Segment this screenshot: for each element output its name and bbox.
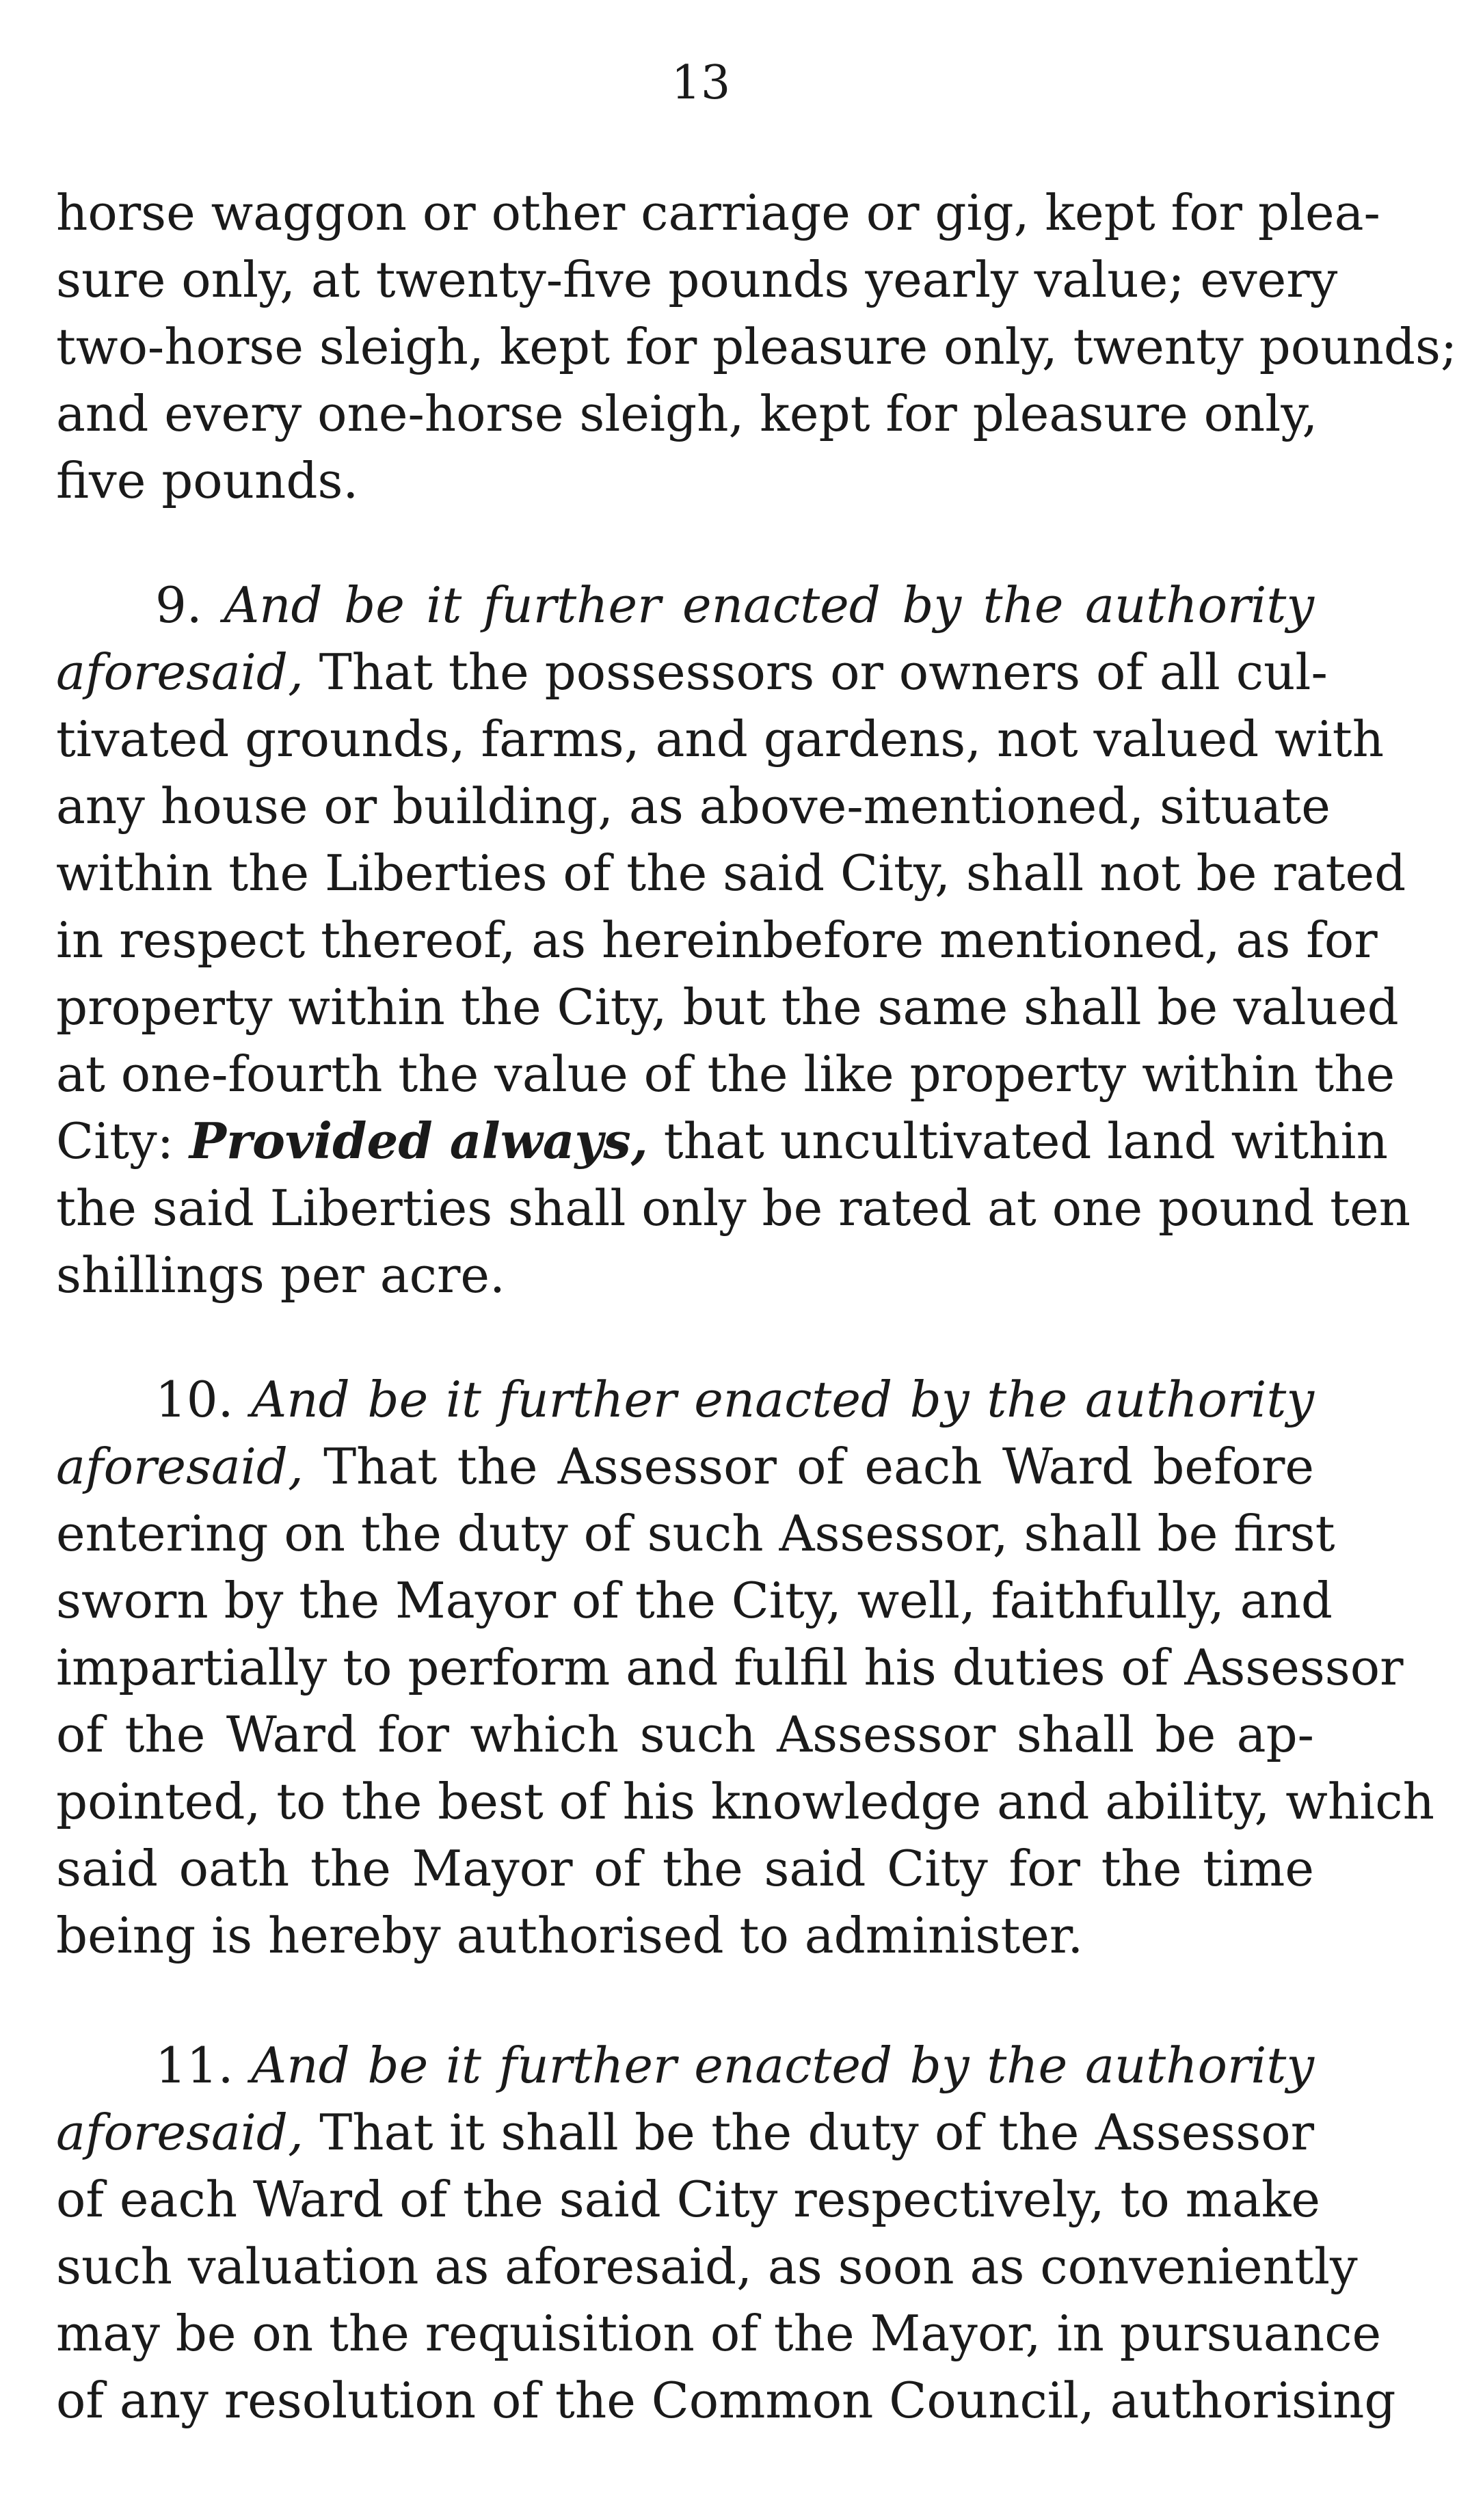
text-line: five pounds. [56,452,359,509]
section-heading-line [56,572,1314,639]
text-line: of the Ward for which such Assessor shall be ap- [56,1706,1314,1763]
text-line: property within the City, but the same shall be valued [56,978,1399,1036]
section-number: 9. [155,576,202,634]
section-9 [56,572,1411,1309]
text-line: within the Liberties of the said City, shall not be rated [56,844,1406,902]
text-line: and every one-horse sleigh, kept for pleasure only, [56,385,1318,442]
text-line: sure only, at twenty-five pounds yearly value; every [56,251,1338,308]
section-number: 10. [155,1371,234,1428]
text-line: said oath the Mayor of the said City for the time [56,1840,1314,1897]
text-line: of each Ward of the said City respectively, to make [56,2171,1321,2228]
section-text: That it shall be the duty of the Assessor [303,2104,1314,2161]
text-line: pointed, to the best of his knowledge and ability, which [56,1773,1434,1830]
text-line: tivated grounds, farms, and gardens, not valued with [56,710,1385,768]
section-text: That the Assessor of each Ward before [303,1438,1314,1495]
text-line: sworn by the Mayor of the City, well, faithfully, and [56,1572,1333,1629]
proviso-phrase: Provided always, [189,1112,648,1170]
enacting-clause-continued: aforesaid, [56,643,304,701]
paragraph-continuation [56,179,1457,514]
text-line: two-horse sleigh, kept for pleasure only, twenty pounds; [56,318,1457,375]
enacting-clause: And be it further enacted by the authority [224,576,1314,634]
page-number: 13 [671,56,731,110]
section-10 [56,1366,1434,1969]
text-line: impartially to perform and fulfil his duties of Assessor [56,1639,1404,1696]
section-number: 11. [155,2037,234,2094]
text-line: such valuation as aforesaid, as soon as conveniently [56,2238,1358,2295]
text-line: being is hereby authorised to administer. [56,1907,1084,1964]
text-line [56,639,1328,706]
enacting-clause-continued: aforesaid, [56,2104,304,2161]
section-11 [56,2032,1396,2434]
text-line [56,1433,1314,1500]
text-line: of any resolution of the Common Council, authorising [56,2372,1396,2429]
section-heading-line [56,2032,1314,2099]
text-line: may be on the requisition of the Mayor, in pursuance [56,2305,1382,2362]
enacting-clause-continued: aforesaid, [56,1438,304,1495]
text-line: shillings per acre. [56,1246,505,1304]
section-heading-line [56,1366,1314,1433]
text-line: the said Liberties shall only be rated at one pound ten [56,1179,1411,1237]
enacting-clause: And be it further enacted by the authority [251,1371,1315,1428]
text-line [56,2099,1314,2166]
document-body [56,179,1457,2434]
proviso-prefix: City: [56,1112,189,1170]
text-line: any house or building, as above-mentioned, situate [56,777,1331,835]
proviso-line [56,1108,1388,1175]
section-text: That the possessors or owners of all cul- [303,643,1328,701]
proviso-text: that uncultivated land within [647,1112,1388,1170]
text-line: horse waggon or other carriage or gig, kept for plea- [56,184,1380,241]
text-line: at one-fourth the value of the like property within the [56,1045,1395,1103]
text-line: entering on the duty of such Assessor, shall be first [56,1505,1335,1562]
enacting-clause: And be it further enacted by the authority [251,2037,1315,2094]
text-line: in respect thereof, as hereinbefore mentioned, as for [56,911,1378,969]
